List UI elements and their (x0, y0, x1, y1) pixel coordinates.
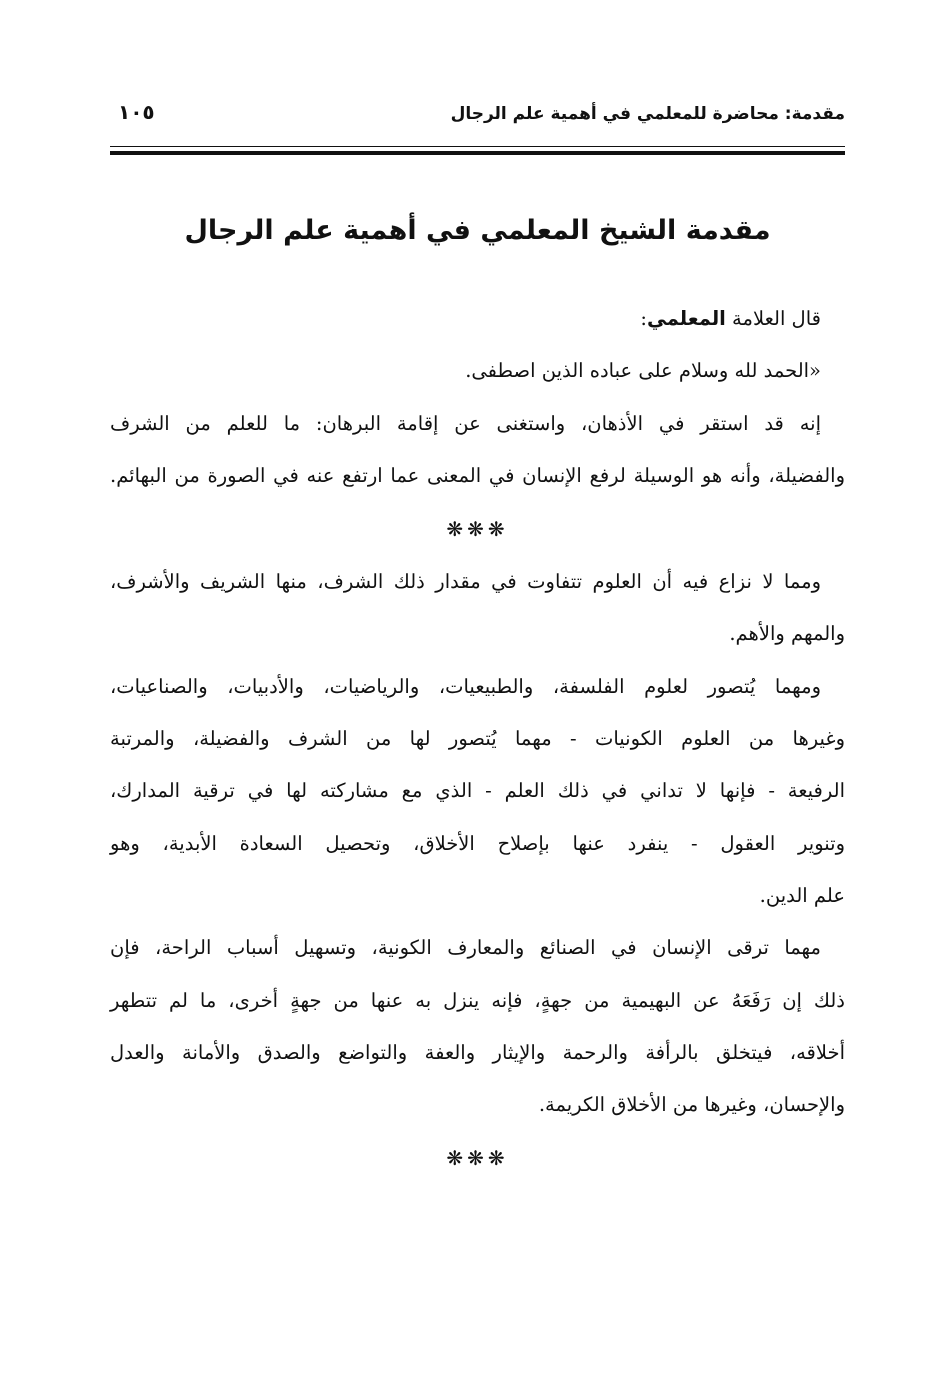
intro-prefix: قال العلامة (725, 307, 821, 330)
section-separator: ❋❋❋ (446, 1146, 509, 1171)
paragraph-line: والإحسان، وغيرها من الأخلاق الكريمة. (538, 1093, 845, 1117)
paragraph-line: والفضيلة، وأنه هو الوسيلة لرفع الإنسان في المعنى عما ارتفع عنه في الصورة من البهائم. (110, 463, 845, 487)
intro-name: المعلمي (647, 307, 726, 330)
paragraph-line: أخلاقه، فيتخلق بالرأفة والرحمة والإيثار والعفة والتواضع والصدق والأمانة والعدل (110, 1040, 845, 1064)
page-header (110, 100, 845, 140)
chapter-title: مقدمة الشيخ المعلمي في أهمية علم الرجال (184, 215, 771, 246)
section-separator: ❋❋❋ (446, 517, 509, 542)
running-title: مقدمة: محاضرة للمعلمي في أهمية علم الرجال (450, 104, 845, 124)
intro-suffix: : (640, 307, 647, 330)
header-rule-thick (110, 151, 845, 155)
paragraph-line: وغيرها من العلوم الكونيات - مهما يُتصور لها من الشرف والفضيلة، والمرتبة (110, 727, 845, 751)
paragraph-line: إنه قد استقر في الأذهان، واستغنى عن إقامة البرهان: ما للعلم من الشرف (110, 411, 821, 435)
page-number: ١٠٥ (118, 100, 155, 124)
header-rule-thin (110, 146, 845, 147)
opening-line: «الحمد لله وسلام على عباده الذين اصطفى. (465, 359, 821, 383)
paragraph-line: ومهما يُتصور لعلوم الفلسفة، والطبيعيات، والرياضيات، والأدبيات، والصناعيات، (110, 674, 821, 698)
paragraph-line: والمهم والأهم. (729, 622, 845, 646)
paragraph-line: ومما لا نزاع فيه أن العلوم تتفاوت في مقدار ذلك الشرف، منها الشريف والأشرف، (110, 570, 821, 594)
intro-line (110, 293, 845, 345)
paragraph-line: ذلك إن رَفَعَهُ عن البهيمية من جهةٍ، فإنه ينزل به عنها من جهةٍ أخرى، ما لم تتطهر (110, 988, 845, 1012)
body-text (110, 293, 845, 1185)
paragraph-line: مهما ترقى الإنسان في الصنائع والمعارف الكونية، وتسهيل أسباب الراحة، فإن (110, 936, 821, 960)
paragraph-line: علم الدين. (759, 883, 845, 907)
paragraph-line: وتنوير العقول - ينفرد عنها بإصلاح الأخلاق، وتحصيل السعادة الأبدية، وهو (110, 831, 845, 855)
paragraph-line: الرفيعة - فإنها لا تداني في ذلك العلم - الذي مع مشاركته لها في ترقية المدارك، (110, 779, 845, 803)
